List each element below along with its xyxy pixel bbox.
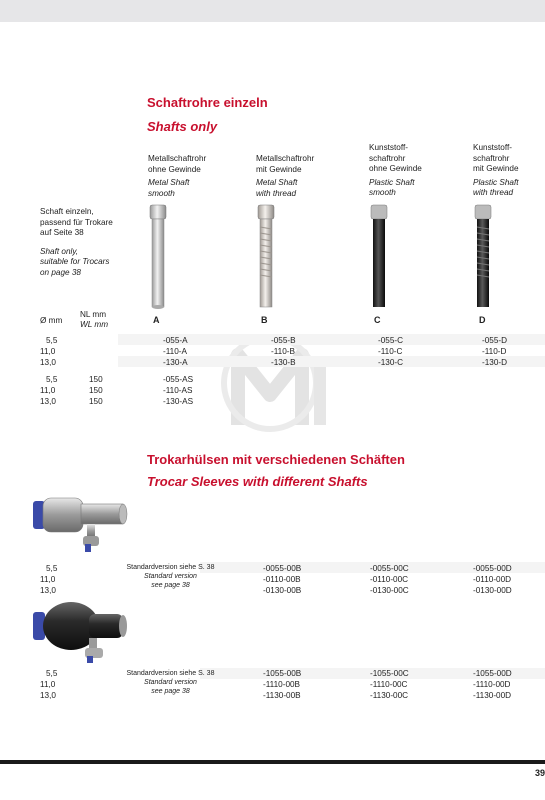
column-header-b <box>256 154 314 199</box>
letter-c: C <box>374 315 381 325</box>
letter-a: A <box>153 315 160 325</box>
letter-d: D <box>479 315 486 325</box>
intro-en-3: on page 38 <box>40 267 81 277</box>
length-header-de: NL mm <box>80 310 107 319</box>
table-cell: -055-B <box>271 336 296 345</box>
section1-title-de: Schaftrohre einzeln <box>147 95 268 110</box>
table-cell: -0130-00C <box>370 586 409 595</box>
table-cell: -110-A <box>163 347 187 356</box>
table-cell: -0055-00C <box>370 564 409 573</box>
table-cell: -1110-00D <box>473 680 511 689</box>
trocar-sleeve-plastic-image <box>33 598 128 664</box>
table-cell: 150 <box>89 397 103 406</box>
col-a-en-1: Metal Shaft <box>148 178 190 187</box>
table-cell: -1110-00B <box>263 680 301 689</box>
table-cell: -130-A <box>163 358 188 367</box>
table-cell: -1110-00C <box>370 680 408 689</box>
col-d-de-2: schaftrohr <box>473 153 510 163</box>
table-cell: 5,5 <box>46 336 58 345</box>
col-a-en-2: smooth <box>148 188 175 198</box>
table-cell: -110-B <box>271 347 295 356</box>
column-header-d <box>473 143 519 199</box>
col-d-de-1: Kunststoff- <box>473 143 512 152</box>
intro-en-2: suitable for Trocars <box>40 257 110 266</box>
intro-de-3: auf Seite 38 <box>40 228 84 237</box>
table-cell: -0110-00D <box>473 575 512 584</box>
table-cell: 13,0 <box>40 397 56 406</box>
table-cell: 11,0 <box>40 386 56 395</box>
page-number: 39 <box>534 768 545 778</box>
note-de: Standardversion siehe S. 38 <box>126 670 215 677</box>
table-cell: -110-C <box>378 347 403 356</box>
col-c-de-2: schaftrohr <box>369 153 406 163</box>
table-cell: 150 <box>89 386 103 395</box>
col-c-en-2: smooth <box>369 188 396 197</box>
standard-version-note-1 <box>118 563 223 590</box>
col-c-de-1: Kunststoff- <box>369 143 408 152</box>
table-cell: -0055-00D <box>473 564 512 573</box>
table-cell: -1055-00D <box>473 669 512 678</box>
col-d-en-1: Plastic Shaft <box>473 177 519 187</box>
intro-de-2: passend für Trokare <box>40 217 113 227</box>
trocar-sleeve-metal-image <box>33 492 128 554</box>
table-cell: 11,0 <box>40 347 56 356</box>
table-cell: -1130-00D <box>473 691 512 700</box>
table-cell: -0130-00B <box>263 586 302 595</box>
plastic-shaft-thread-image <box>473 205 493 310</box>
table-cell: 11,0 <box>40 575 56 584</box>
column-header-a <box>148 154 206 199</box>
length-header-en: WL mm <box>80 320 109 329</box>
table-cell: -1130-00C <box>370 691 409 700</box>
col-c-de-3: ohne Gewinde <box>369 164 422 173</box>
note-en-2: see page 38 <box>151 582 190 589</box>
table-cell: -130-C <box>378 358 404 367</box>
table-cell: -110-D <box>482 347 507 356</box>
table-cell: 5,5 <box>46 564 58 573</box>
col-d-en-2: with thread <box>473 188 514 197</box>
standard-version-note-2 <box>118 669 223 696</box>
table-cell: -1130-00B <box>263 691 301 700</box>
note-en-1: Standard version <box>144 573 197 580</box>
table-cell: 150 <box>89 375 103 384</box>
col-b-de-1: Metallschaftrohr <box>256 154 315 163</box>
col-d-de-3: mit Gewinde <box>473 164 519 173</box>
table-cell: 11,0 <box>40 680 56 689</box>
col-b-en-1: Metal Shaft <box>256 178 298 187</box>
note-en-2: see page 38 <box>151 688 190 695</box>
table-cell: -055-A <box>163 336 188 345</box>
table-cell: -1055-00B <box>263 669 302 678</box>
note-en-1: Standard version <box>144 679 197 686</box>
table-cell: -0130-00D <box>473 586 512 595</box>
table-cell: -055-AS <box>163 375 194 384</box>
letter-b: B <box>261 315 268 325</box>
intro-text <box>40 207 113 278</box>
section1-title-en: Shafts only <box>147 119 218 134</box>
diameter-header: Ø mm <box>40 316 63 325</box>
section2-title-en: Trocar Sleeves with different Shafts <box>147 474 368 489</box>
section2-title-de: Trokarhülsen mit verschiedenen Schäften <box>147 452 405 467</box>
plastic-shaft-smooth-image <box>369 205 389 310</box>
table-cell: -1055-00C <box>370 669 409 678</box>
table-cell: -130-B <box>271 358 296 367</box>
table-cell: 13,0 <box>40 586 56 595</box>
note-de: Standardversion siehe S. 38 <box>126 564 215 571</box>
metal-shaft-thread-image <box>256 205 276 310</box>
metal-shaft-smooth-image <box>148 205 168 310</box>
table-cell: -0110-00C <box>370 575 409 584</box>
intro-de-1: Schaft einzeln, <box>40 207 94 216</box>
col-c-en-1: Plastic Shaft <box>369 177 415 187</box>
intro-en-1: Shaft only, <box>40 246 79 256</box>
table-cell: 13,0 <box>40 691 56 700</box>
column-header-c <box>369 143 422 199</box>
table-cell: 5,5 <box>46 669 58 678</box>
table-cell: -130-AS <box>163 397 194 406</box>
col-a-de-1: Metallschaftrohr <box>148 154 207 163</box>
col-a-de-2: ohne Gewinde <box>148 164 201 174</box>
col-b-de-2: mit Gewinde <box>256 164 302 174</box>
table-cell: 5,5 <box>46 375 58 384</box>
table-cell: -0055-00B <box>263 564 302 573</box>
col-b-en-2: with thread <box>256 188 297 198</box>
top-bar <box>0 0 545 22</box>
table-cell: -130-D <box>482 358 508 367</box>
bottom-bar <box>0 760 545 764</box>
table-cell: -055-D <box>482 336 508 345</box>
table-cell: 13,0 <box>40 358 56 367</box>
table-cell: -055-C <box>378 336 404 345</box>
table-cell: -0110-00B <box>263 575 301 584</box>
table-cell: -110-AS <box>163 386 193 395</box>
